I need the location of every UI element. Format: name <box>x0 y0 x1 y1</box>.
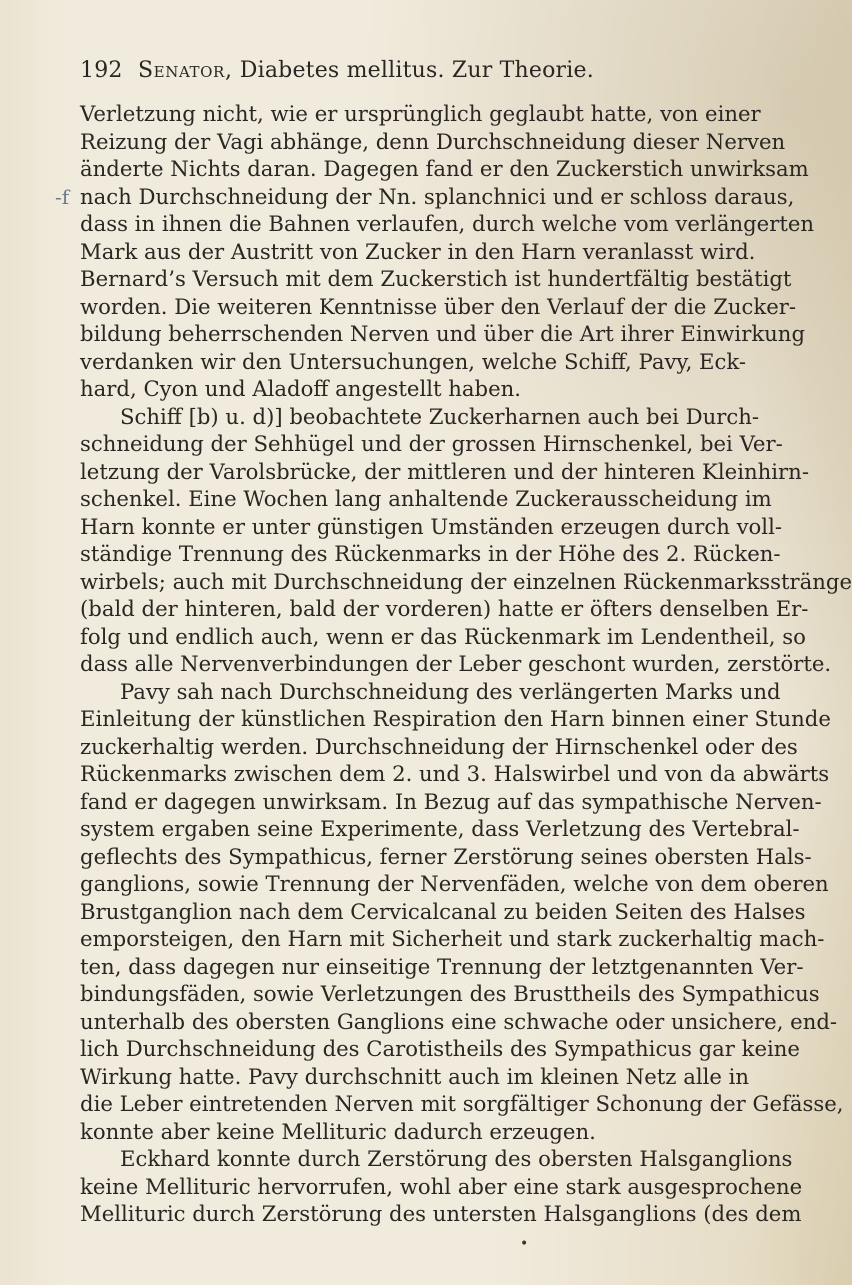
text-line: Verletzung nicht, wie er ursprünglich geglaubt hatte, von einer <box>80 101 761 126</box>
text-line: änderte Nichts daran. Dagegen fand er den Zuckerstich unwirksam <box>80 156 809 181</box>
text-line: Mellituric durch Zerstörung des untersten Halsganglions (des dem <box>80 1201 802 1226</box>
text-line: Wirkung hatte. Pavy durchschnitt auch im kleinen Netz alle in <box>80 1063 750 1089</box>
text-line: zuckerhaltig werden. Durchschneidung der Hirnschenkel oder des <box>80 733 798 759</box>
text-line: wirbels; auch mit Durchschneidung der einzelnen Rückenmarksstränge <box>80 568 852 594</box>
text-line: dass alle Nervenverbindungen der Leber geschont wurden, zerstörte. <box>80 651 832 676</box>
text-line: Brustganglion nach dem Cervicalcanal zu beiden Seiten des Halses <box>80 898 806 924</box>
text-line: schneidung der Sehhügel und der grossen Hirnschenkel, bei Ver- <box>80 431 783 456</box>
running-header <box>80 58 740 88</box>
text-line: emporsteigen, den Harn mit Sicherheit und stark zuckerhaltig mach- <box>80 926 825 951</box>
text-line: ten, dass dagegen nur einseitige Trennung der letztgenannten Ver- <box>80 953 804 979</box>
text-line: Reizung der Vagi abhänge, denn Durchschneidung dieser Nerven <box>80 128 786 154</box>
text-line: bildung beherrschenden Nerven und über die Art ihrer Einwirkung <box>80 321 806 346</box>
text-line: nach Durchschneidung der Nn. splanchnici und er schloss daraus, <box>80 183 795 209</box>
running-title-text: Diabetes mellitus. Zur Theorie. <box>239 58 594 83</box>
text-line: unterhalb des obersten Ganglions eine schwache oder unsichere, end- <box>80 1008 838 1034</box>
body-text <box>80 100 852 1228</box>
running-title <box>138 58 594 83</box>
text-line: hard, Cyon und Aladoff angestellt haben. <box>80 376 522 401</box>
running-title-author: Senator, <box>138 58 233 83</box>
text-line: verdanken wir den Untersuchungen, welche Schiff, Pavy, Eck- <box>80 348 747 374</box>
text-line: Rückenmarks zwischen dem 2. und 3. Halswirbel und von da abwärts <box>80 761 830 786</box>
text-line: Harn konnte er unter günstigen Umständen erzeugen durch voll- <box>80 513 783 539</box>
text-line: letzung der Varolsbrücke, der mittleren und der hinteren Kleinhirn- <box>80 458 809 484</box>
text-line: dass in ihnen die Bahnen verlaufen, durch welche vom verlängerten <box>80 211 815 236</box>
text-line: fand er dagegen unwirksam. In Bezug auf das sympathische Nerven- <box>80 788 822 814</box>
text-line: folg und endlich auch, wenn er das Rückenmark im Lendentheil, so <box>80 623 806 649</box>
text-line: konnte aber keine Mellituric dadurch erzeugen. <box>80 1118 596 1144</box>
text-line: geflechts des Sympathicus, ferner Zerstörung seines obersten Hals- <box>80 843 812 869</box>
text-line: system ergaben seine Experimente, dass Verletzung des Vertebral- <box>80 816 800 841</box>
text-line: ganglions, sowie Trennung der Nervenfäden, welche von dem oberen <box>80 871 829 896</box>
text-line: Schiff [b) u. d)] beobachtete Zuckerharnen auch bei Durch- <box>120 403 760 429</box>
text-line: worden. Die weiteren Kenntnisse über den Verlauf der die Zucker- <box>80 293 797 319</box>
text-line: Bernard’s Versuch mit dem Zuckerstich ist hundertfältig bestätigt <box>80 266 792 291</box>
text-line: Einleitung der künstlichen Respiration den Harn binnen einer Stunde <box>80 706 831 731</box>
text-line: keine Mellituric hervorrufen, wohl aber eine stark ausgesprochene <box>80 1173 803 1199</box>
margin-pencil-mark: -f <box>55 185 70 209</box>
text-line: (bald der hinteren, bald der vorderen) hatte er öfters denselben Er- <box>80 596 809 621</box>
text-line: lich Durchschneidung des Carotistheils des Sympathicus gar keine <box>80 1036 800 1061</box>
text-line: Mark aus der Austritt von Zucker in den Harn veranlasst wird. <box>80 238 756 264</box>
bullet-mark: • <box>520 1236 529 1252</box>
page-number: 192 <box>80 58 123 83</box>
text-line: Eckhard konnte durch Zerstörung des obersten Halsganglions <box>120 1146 793 1171</box>
text-line: bindungsfäden, sowie Verletzungen des Brusttheils des Sympathicus <box>80 981 820 1006</box>
text-line: ständige Trennung des Rückenmarks in der Höhe des 2. Rücken- <box>80 541 781 566</box>
text-line: schenkel. Eine Wochen lang anhaltende Zuckerausscheidung im <box>80 486 772 511</box>
text-line: Pavy sah nach Durchschneidung des verlängerten Marks und <box>120 678 781 704</box>
text-line: die Leber eintretenden Nerven mit sorgfältiger Schonung der Gefässe, <box>80 1091 844 1116</box>
